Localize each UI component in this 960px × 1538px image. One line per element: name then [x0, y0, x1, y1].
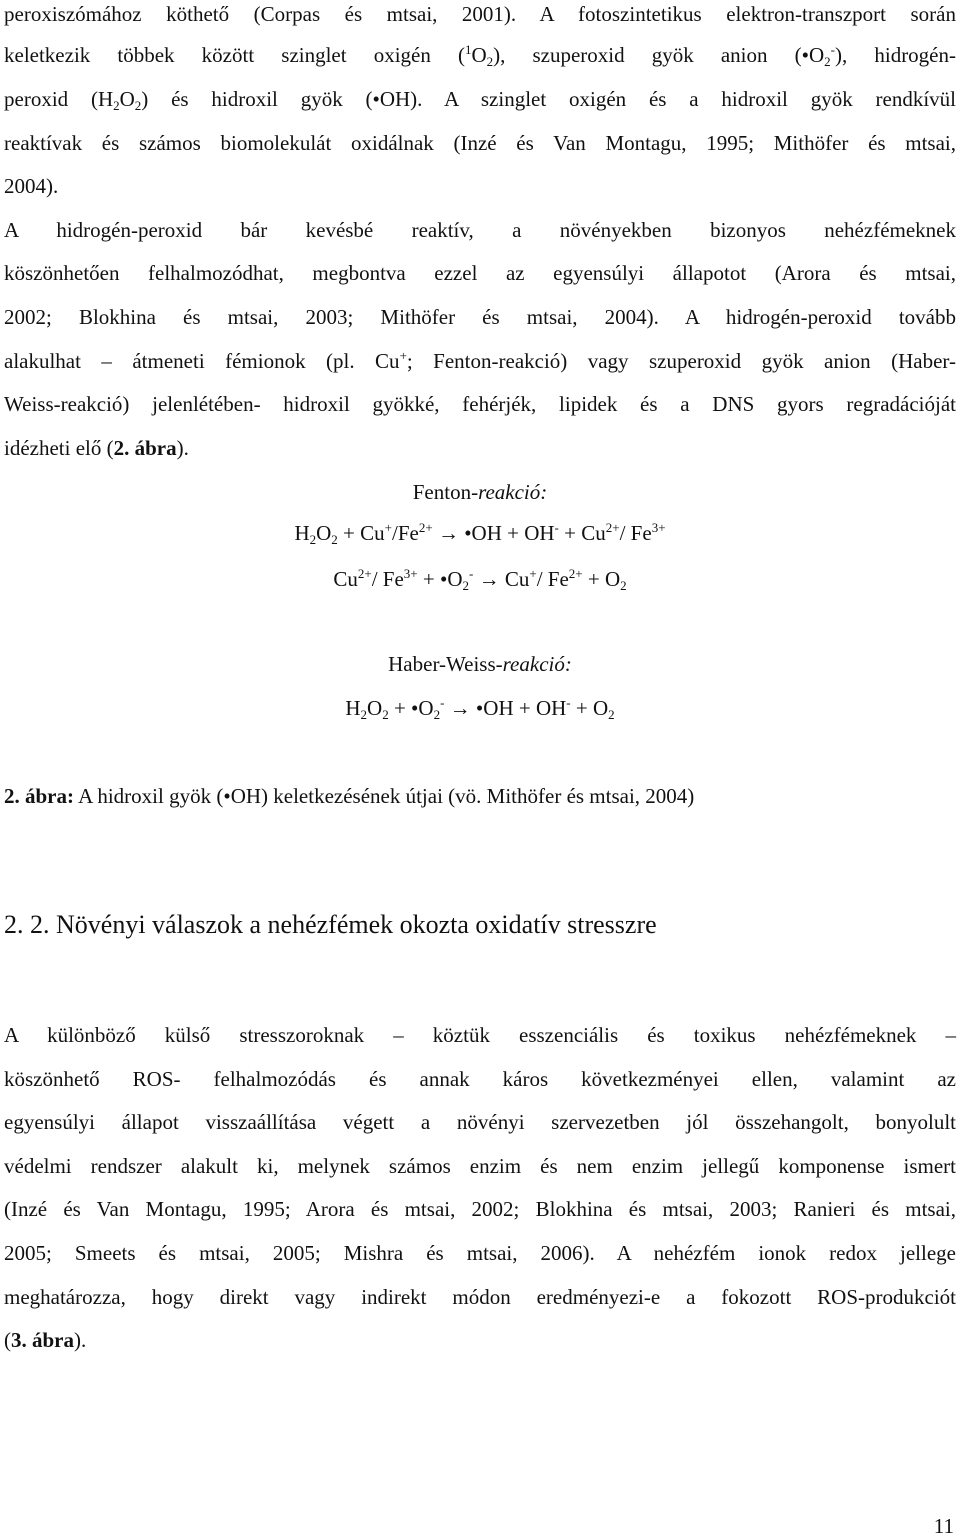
fenton-equation-2: $Cu^{2+}/$ $Fe^{3+}$ + $•O_2^- \to Cu^+/$ $Fe^{2+} + O_2$ [333, 566, 627, 593]
body-text-line: keletkezik többek között szinglet oxigén $(^1O_2)$, szuperoxid gyök anion $(•O_2^-)$, hidrogén- [4, 42, 956, 69]
haber-weiss-title: Haber-Weiss-reakció: [388, 652, 572, 676]
body-text-line: egyensúlyi állapot visszaállítása végett a növényi szervezetben jól összehangolt, bonyolult [4, 1110, 956, 1134]
body-text-line: köszönhetően felhalmozódhat, megbontva ezzel az egyensúlyi állapotot (Arora és mtsai, [4, 261, 956, 285]
body-text-line: 2002; Blokhina és mtsai, 2003; Mithöfer és mtsai, 2004). A hidrogén-peroxid tovább [4, 305, 956, 329]
body-text-line: 2004). [4, 174, 59, 198]
haber-weiss-equation: $H_2O_2$ + $•O_2^-$ → •OH + $OH^- + O_2$ [345, 695, 615, 722]
body-text-line: (Inzé és Van Montagu, 1995; Arora és mtsai, 2002; Blokhina és mtsai, 2003; Ranieri és mtsai, [4, 1197, 956, 1221]
body-text-line: peroxid $(H_2O_2)$ és hidroxil gyök (•OH). A szinglet oxigén és a hidroxil gyök rendkívül [4, 87, 956, 113]
body-text-line: alakulhat – átmeneti fémionok (pl. Cu+; Fenton-reakció) vagy szuperoxid gyök anion (Haber- [4, 348, 956, 373]
page-number: 11 [933, 1514, 954, 1538]
body-text-line: 2005; Smeets és mtsai, 2005; Mishra és mtsai, 2006). A nehézfém ionok redox jellege [4, 1241, 956, 1265]
figure-reference: 2. ábra [113, 436, 177, 460]
body-text-line: A különböző külső stresszoroknak – köztük esszenciális és toxikus nehézfémeknek – [4, 1023, 956, 1047]
body-text-line: idézheti elő (2. ábra). [4, 436, 189, 460]
fenton-equation-1: $H_2O_2 + Cu^+/Fe^{2+}$ → •OH + $OH^- + Cu^{2+}/$ $Fe^{3+}$ [294, 520, 666, 547]
figure-reference: 3. ábra [11, 1328, 74, 1352]
body-text-line: köszönhető ROS- felhalmozódás és annak káros következményei ellen, valamint az [4, 1067, 956, 1091]
body-text-line: reaktívak és számos biomolekulát oxidálnak (Inzé és Van Montagu, 1995; Mithöfer és mtsai, [4, 131, 956, 155]
body-text-line: A hidrogén-peroxid bár kevésbé reaktív, a növényekben bizonyos nehézfémeknek [4, 218, 956, 242]
body-text-line: (3. ábra). [4, 1328, 87, 1352]
figure-caption: 2. ábra: A hidroxil gyök (•OH) keletkezésének útjai (vö. Mithöfer és mtsai, 2004) [4, 784, 695, 808]
body-text-line: Weiss-reakció) jelenlétében- hidroxil gyökké, fehérjék, lipidek és a DNS gyors regradációját [4, 392, 956, 416]
body-text-line: meghatározza, hogy direkt vagy indirekt módon eredményezi-e a fokozott ROS-produkciót [4, 1285, 956, 1309]
body-text-line: peroxiszómához köthető (Corpas és mtsai, 2001). A fotoszintetikus elektron-transzport során [4, 2, 956, 26]
fenton-title: Fenton-reakció: [412, 480, 548, 504]
section-heading: 2. 2. Növényi válaszok a nehézfémek okozta oxidatív stresszre [4, 910, 657, 939]
body-text-line: védelmi rendszer alakult ki, melynek számos enzim és nem enzim jellegű komponense ismert [4, 1154, 956, 1178]
